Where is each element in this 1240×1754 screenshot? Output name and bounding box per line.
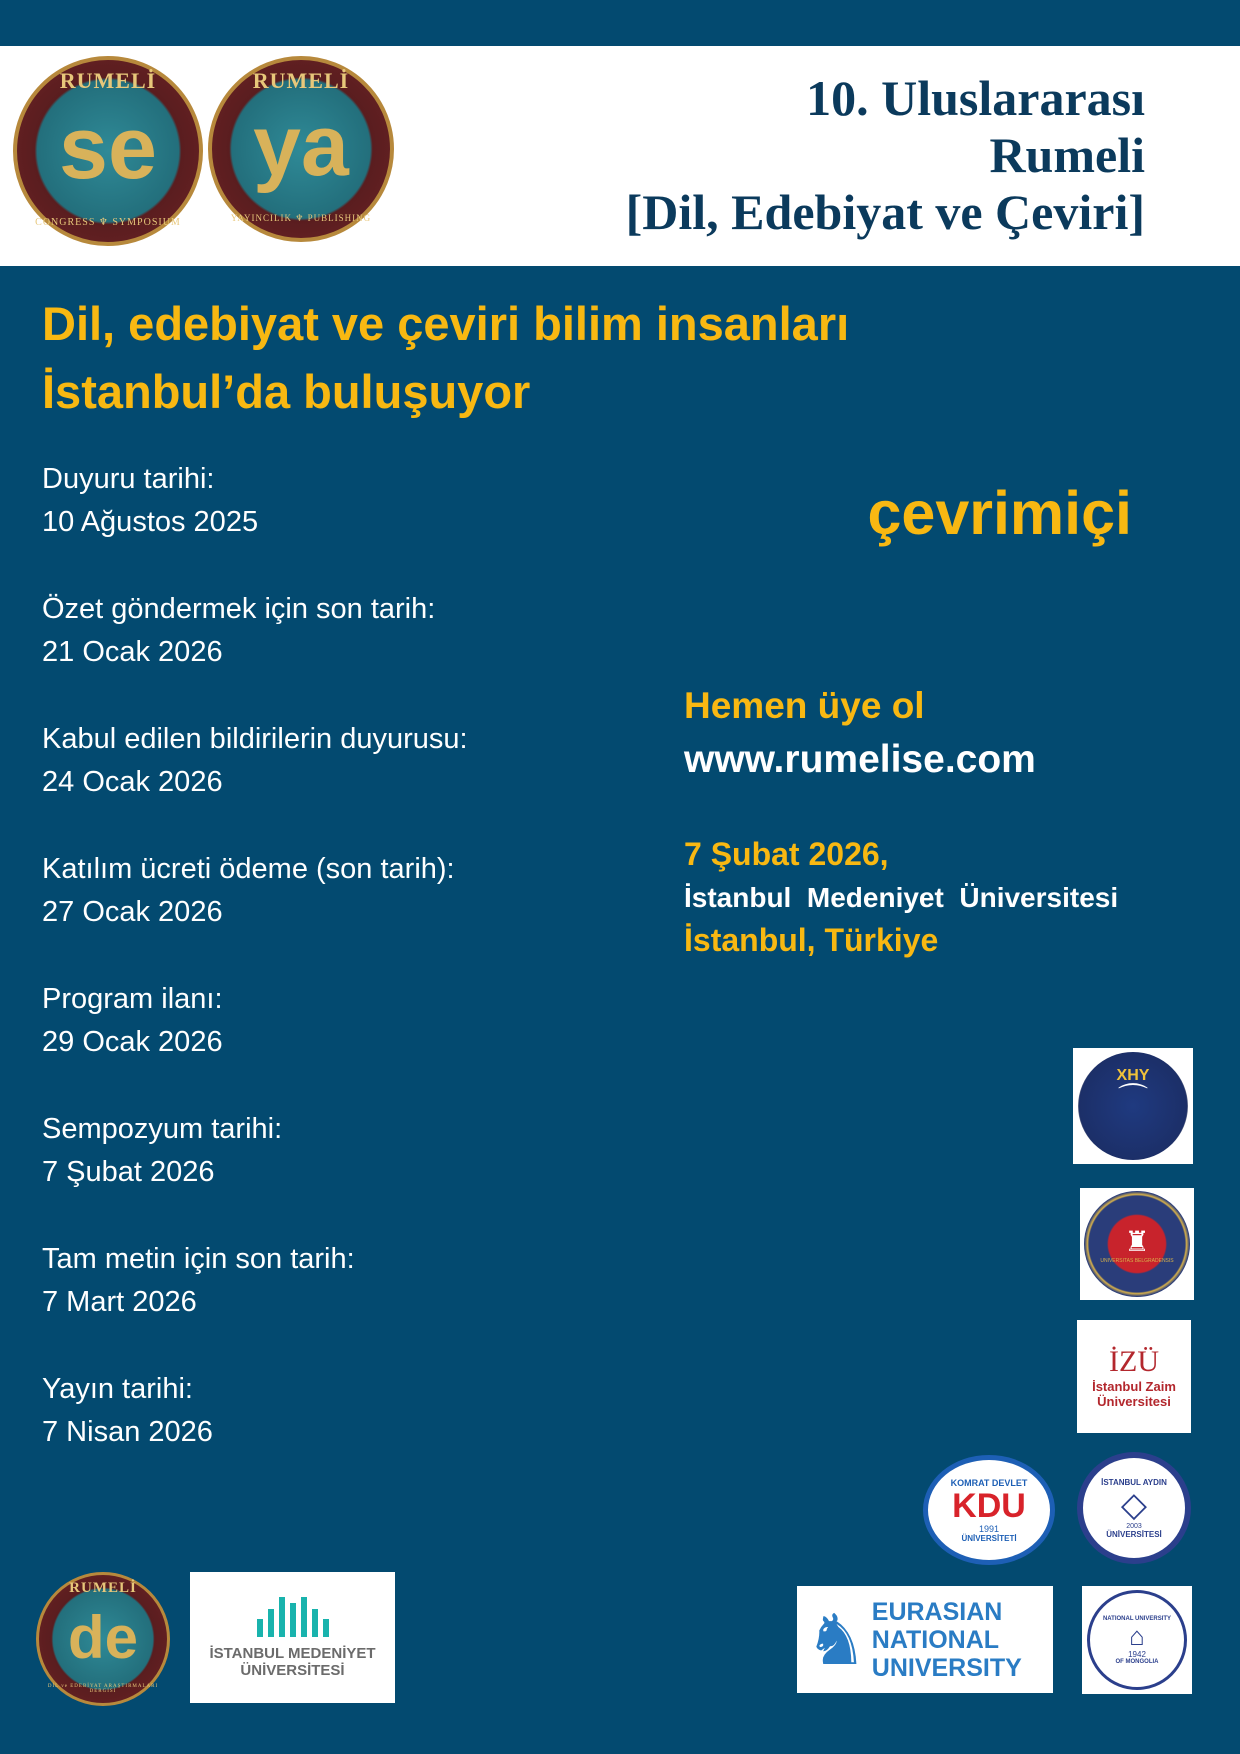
important-dates bbox=[42, 458, 468, 1498]
event-info bbox=[684, 680, 1118, 963]
rumeli-se-logo bbox=[13, 56, 203, 246]
diamond-icon: ◇ bbox=[1120, 1485, 1148, 1524]
date-item bbox=[42, 1368, 468, 1454]
event-title-line: [Dil, Edebiyat ve Çeviri] bbox=[625, 184, 1145, 240]
izu-name: Üniversitesi bbox=[1097, 1393, 1171, 1409]
date-label: Yayın tarihi: bbox=[42, 1373, 193, 1405]
mongolia-top: NATIONAL UNIVERSITY bbox=[1102, 1615, 1172, 1622]
date-label: Özet göndermek için son tarih: bbox=[42, 593, 436, 625]
aydin-year: 2003 bbox=[1126, 1522, 1142, 1530]
eurasian-name: NATIONAL bbox=[871, 1625, 1000, 1654]
kdu-bottom: ÜNİVERSİTETİ bbox=[961, 1533, 1017, 1543]
date-label: Duyuru tarihi: bbox=[42, 463, 215, 495]
date-label: Program ilanı: bbox=[42, 983, 223, 1015]
date-value: 7 Şubat 2026 bbox=[42, 1156, 215, 1188]
aydin-bottom: ÜNİVERSİTESİ bbox=[1106, 1529, 1162, 1539]
horse-icon: ♞ bbox=[805, 1600, 868, 1679]
imu-name: İSTANBUL MEDENİYET bbox=[209, 1644, 376, 1662]
kdu-top: KOMRAT DEVLET bbox=[950, 1477, 1028, 1488]
top-bar bbox=[0, 0, 1240, 46]
kdu-year: 1991 bbox=[978, 1523, 1000, 1534]
kdu-mark: KDU bbox=[952, 1486, 1026, 1525]
mongolia-bottom: OF MONGOLIA bbox=[1115, 1658, 1159, 1665]
date-item bbox=[42, 1238, 468, 1324]
date-value: 7 Mart 2026 bbox=[42, 1286, 197, 1318]
mongolia-logo bbox=[1082, 1586, 1192, 1694]
date-value: 29 Ocak 2026 bbox=[42, 1026, 223, 1058]
logo-core-text: de bbox=[67, 1603, 139, 1671]
xhu-logo bbox=[1073, 1048, 1193, 1164]
headline-line: İstanbul’da buluşuyor bbox=[42, 365, 531, 418]
imu-logo bbox=[190, 1572, 395, 1703]
eurasian-logo bbox=[797, 1586, 1053, 1693]
logo-ring-text: YAYINCILIK ♆ PUBLISHING bbox=[230, 213, 372, 223]
date-label: Sempozyum tarihi: bbox=[42, 1113, 283, 1145]
imu-name: ÜNİVERSİTESİ bbox=[240, 1661, 345, 1679]
event-title-line: 10. Uluslararası bbox=[806, 70, 1145, 126]
date-label: Tam metin için son tarih: bbox=[42, 1243, 355, 1275]
signup-label: Hemen üye ol bbox=[684, 685, 925, 726]
event-title bbox=[626, 70, 1145, 241]
headline-line: Dil, edebiyat ve çeviri bilim insanları bbox=[42, 297, 850, 350]
kdu-logo bbox=[923, 1455, 1055, 1565]
logo-core-text: ya bbox=[253, 97, 349, 194]
website-link[interactable]: www.rumelise.com bbox=[684, 738, 1036, 781]
date-value: 7 Nisan 2026 bbox=[42, 1416, 213, 1448]
date-value: 24 Ocak 2026 bbox=[42, 766, 223, 798]
date-item bbox=[42, 718, 468, 804]
aydin-logo bbox=[1077, 1452, 1191, 1564]
date-item bbox=[42, 848, 468, 934]
rumeli-de-logo bbox=[36, 1572, 170, 1706]
logo-ring-text: DİL ve EDEBİYAT ARAŞTIRMALARI DERGİSİ bbox=[47, 1684, 159, 1694]
belgrade-text: UNIVERSITAS BELGRADENSIS bbox=[1100, 1257, 1174, 1264]
aydin-top: İSTANBUL AYDIN bbox=[1101, 1477, 1167, 1487]
logo-ring-text: RUMELİ bbox=[252, 68, 350, 93]
izu-logo bbox=[1077, 1320, 1191, 1433]
date-value: 21 Ocak 2026 bbox=[42, 636, 223, 668]
date-item bbox=[42, 1108, 468, 1194]
date-value: 27 Ocak 2026 bbox=[42, 896, 223, 928]
building-icon: ⌂ bbox=[1129, 1620, 1145, 1651]
izu-mark: İZÜ bbox=[1109, 1344, 1159, 1378]
rumeli-ya-logo bbox=[208, 56, 394, 242]
book-icon: ⌒ bbox=[1118, 1083, 1148, 1116]
date-label: Katılım ücreti ödeme (son tarih): bbox=[42, 853, 455, 885]
castle-icon: ♜ bbox=[1124, 1225, 1150, 1257]
date-value: 10 Ağustos 2025 bbox=[42, 506, 259, 538]
date-item bbox=[42, 978, 468, 1064]
eurasian-name: EURASIAN bbox=[871, 1597, 1003, 1626]
bars-icon bbox=[257, 1597, 329, 1637]
mongolia-year: 1942 bbox=[1128, 1649, 1146, 1659]
event-title-line: Rumeli bbox=[989, 127, 1145, 183]
venue-city: İstanbul, Türkiye bbox=[684, 922, 939, 958]
logo-ring-text: RUMELİ bbox=[59, 68, 157, 93]
venue-name: İstanbul Medeniyet Üniversitesi bbox=[684, 882, 1119, 913]
header-band bbox=[0, 46, 1240, 266]
logo-ring-text: RUMELİ bbox=[69, 1580, 137, 1596]
logo-core-text: se bbox=[59, 98, 157, 197]
izu-name: İstanbul Zaim bbox=[1092, 1378, 1176, 1394]
date-item bbox=[42, 458, 468, 544]
logo-ring-text: CONGRESS ♆ SYMPOSIUM bbox=[35, 217, 181, 228]
belgrade-logo bbox=[1080, 1188, 1194, 1300]
headline bbox=[42, 290, 849, 426]
eurasian-name: UNIVERSITY bbox=[871, 1653, 1022, 1682]
venue-date: 7 Şubat 2026, bbox=[684, 836, 889, 872]
online-badge: çevrimiçi bbox=[867, 479, 1132, 547]
xhu-text: XHY bbox=[1116, 1067, 1150, 1084]
date-item bbox=[42, 588, 468, 674]
date-label: Kabul edilen bildirilerin duyurusu: bbox=[42, 723, 468, 755]
